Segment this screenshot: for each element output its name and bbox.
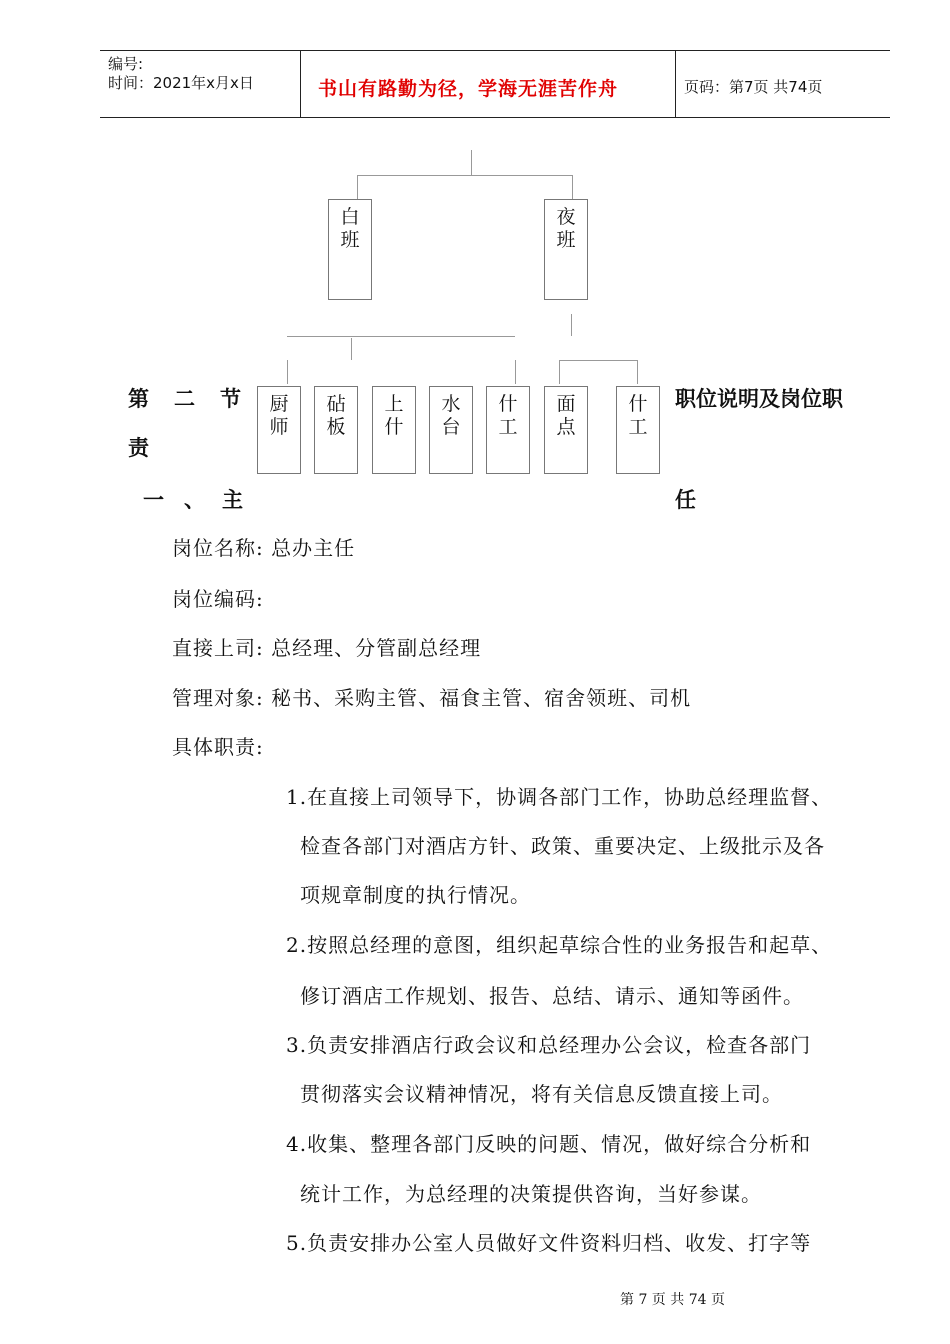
org-box-helper-night: 什 工 bbox=[616, 386, 660, 474]
org-line-branch bbox=[357, 175, 572, 176]
field-row bbox=[172, 583, 264, 612]
duty-item-1-line3: 项规章制度的执行情况。 bbox=[300, 883, 531, 907]
field-row bbox=[172, 532, 355, 561]
org-line-day bbox=[357, 175, 358, 199]
field-label: 具体职责: bbox=[172, 735, 264, 759]
duty-item-2-line1: 2.按照总经理的意图，组织起草综合性的业务报告和起草、 bbox=[286, 933, 833, 957]
page-footer: 第 7 页 共 74 页 bbox=[620, 1292, 725, 1308]
subsection-separator: 、 bbox=[184, 488, 205, 512]
org-box-helper-day: 什 工 bbox=[486, 386, 530, 474]
org-box-plating: 上 什 bbox=[372, 386, 416, 474]
org-box-night-shift: 夜 班 bbox=[544, 199, 588, 300]
org-line-chef bbox=[287, 360, 288, 384]
org-box-day-shift: 白 班 bbox=[328, 199, 372, 300]
section-heading-part2: 二 bbox=[174, 387, 195, 411]
header-divider-left bbox=[300, 50, 301, 117]
field-value: 秘书、采购主管、福食主管、宿舍领班、司机 bbox=[271, 686, 692, 710]
field-row bbox=[172, 682, 691, 711]
section-heading-wrap: 责 bbox=[128, 436, 149, 460]
org-box-chopping: 砧 板 bbox=[314, 386, 358, 474]
duty-item-1-line1: 1.在直接上司领导下，协调各部门工作，协助总经理监督、 bbox=[286, 785, 833, 809]
org-box-pastry: 面 点 bbox=[544, 386, 588, 474]
subsection-number: 一 bbox=[143, 488, 164, 512]
field-label: 岗位名称: bbox=[172, 536, 264, 560]
org-line-helper bbox=[515, 360, 516, 384]
header-page-info: 页码：第7页 共74页 bbox=[684, 78, 823, 96]
org-line-night-branch bbox=[559, 360, 637, 361]
duty-item-5-line1: 5.负责安排办公室人员做好文件资料归档、收发、打字等 bbox=[286, 1231, 812, 1255]
org-line-day-down bbox=[351, 338, 352, 360]
doc-time-label: 时间：2021年x月x日 bbox=[108, 74, 254, 92]
field-label: 岗位编码: bbox=[172, 587, 264, 611]
org-line-night-helper bbox=[637, 360, 638, 384]
field-row bbox=[172, 632, 481, 661]
duty-item-1-line2: 检查各部门对酒店方针、政策、重要决定、上级批示及各 bbox=[300, 834, 825, 858]
field-label: 管理对象: bbox=[172, 686, 264, 710]
org-line-night bbox=[572, 175, 573, 199]
org-line-night-down bbox=[571, 314, 572, 336]
header-divider-right bbox=[675, 50, 676, 117]
section-heading-title: 职位说明及岗位职 bbox=[675, 387, 843, 411]
field-row bbox=[172, 731, 264, 760]
section-heading-part3: 节 bbox=[220, 387, 241, 411]
header-bottom-rule bbox=[100, 117, 890, 118]
doc-code-label: 编号: bbox=[108, 55, 144, 73]
header-motto: 书山有路勤为径，学海无涯苦作舟 bbox=[318, 78, 619, 100]
subsection-title-char1: 主 bbox=[222, 488, 243, 512]
duty-item-4-line1: 4.收集、整理各部门反映的问题、情况，做好综合分析和 bbox=[286, 1132, 812, 1156]
duty-item-3-line1: 3.负责安排酒店行政会议和总经理办公会议，检查各部门 bbox=[286, 1033, 812, 1057]
org-line-root bbox=[471, 150, 472, 175]
org-box-chef: 厨 师 bbox=[257, 386, 301, 474]
org-box-water-station: 水 台 bbox=[429, 386, 473, 474]
subsection-title-char2: 任 bbox=[675, 488, 696, 512]
field-value: 总经理、分管副总经理 bbox=[271, 636, 482, 660]
duty-item-3-line2: 贯彻落实会议精神情况，将有关信息反馈直接上司。 bbox=[300, 1082, 783, 1106]
section-heading-part1: 第 bbox=[128, 387, 149, 411]
duty-item-2-line2: 修订酒店工作规划、报告、总结、请示、通知等函件。 bbox=[300, 984, 804, 1008]
org-line-day-branch bbox=[287, 336, 515, 337]
field-label: 直接上司: bbox=[172, 636, 264, 660]
org-line-pastry bbox=[559, 360, 560, 384]
duty-item-4-line2: 统计工作，为总经理的决策提供咨询，当好参谋。 bbox=[300, 1182, 762, 1206]
field-value: 总办主任 bbox=[271, 536, 356, 560]
header-top-rule bbox=[100, 50, 890, 51]
